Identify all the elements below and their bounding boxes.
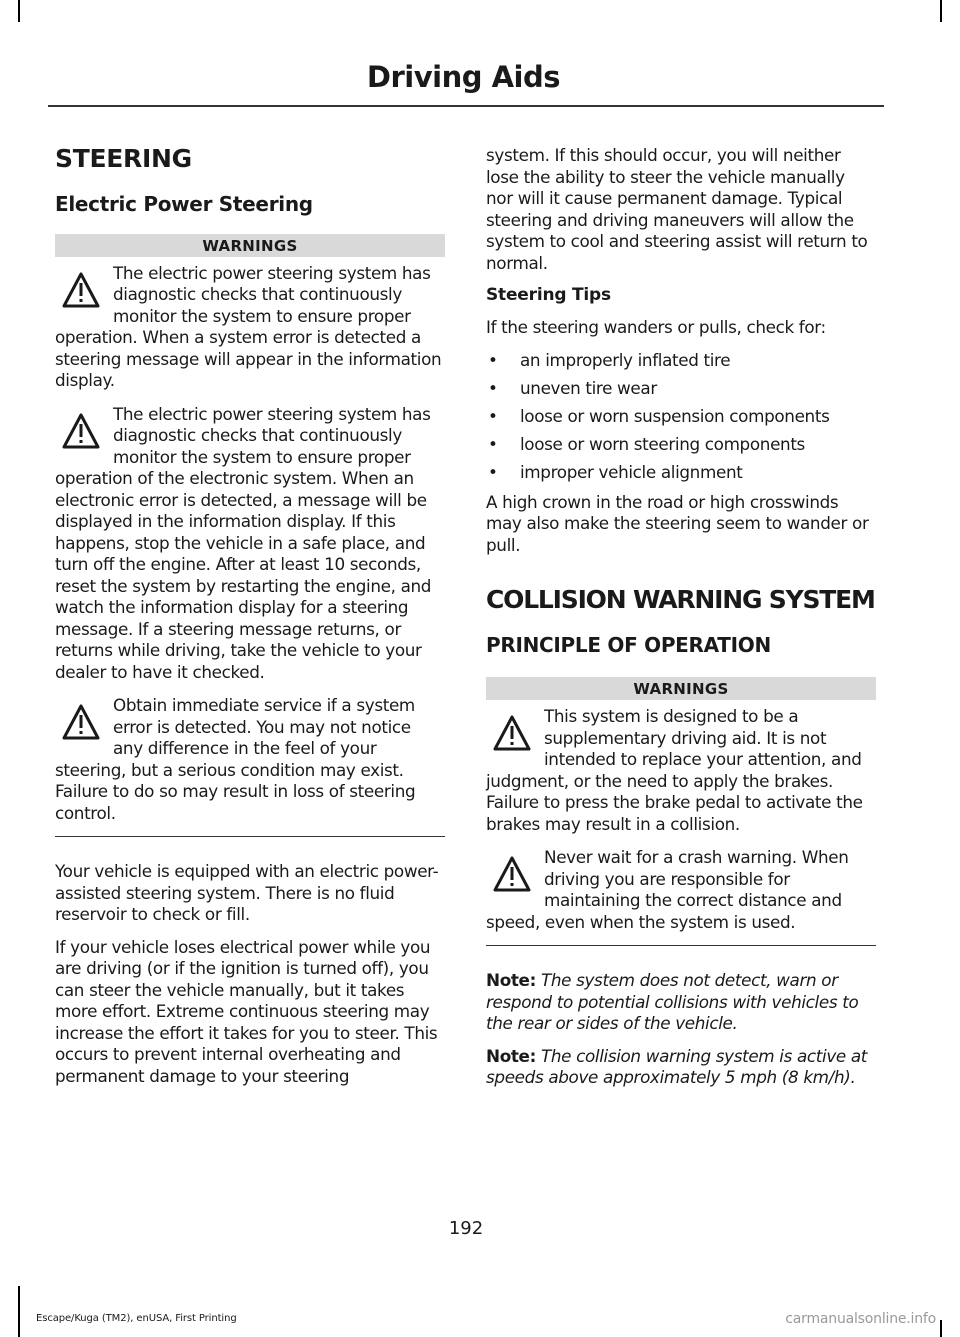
warning-text: Obtain immediate service if a system error is detected. You may not notice any difference in the feel of your steering, but a serious condition may exist. Failure to do so may result in loss of steering control. <box>55 695 416 823</box>
warning-triangle-icon <box>55 404 111 464</box>
page-number: 192 <box>448 1218 484 1239</box>
warning-text: The electric power steering system has diagnostic checks that continuously monitor the system to ensure proper operation of the electronic system. When an electronic error is detected, a message will be displayed in the information display. If this happens, stop the vehicle in a safe place, and turn off the engine. After at least 10 seconds, reset the system by restarting the engine, and watch the information display for a steering message. If a steering message returns, or returns while driving, take the vehicle to your dealer to have it checked. <box>55 403 432 682</box>
body-paragraph: system. If this should occur, you will neither lose the ability to steer the vehicle manually nor will it cause permanent damage. Typical steering and driving maneuvers will allow the system to cool and steering assist will return to normal. <box>486 145 868 273</box>
warnings-heading: WARNINGS <box>486 677 876 700</box>
right-column <box>486 145 876 1100</box>
body-paragraph: Your vehicle is equipped with an electric power-assisted steering system. There is no fluid reservoir to check or fill. <box>55 861 439 925</box>
warning-item <box>486 706 876 835</box>
body-paragraph: A high crown in the road or high crosswinds may also make the steering seem to wander or pull. <box>486 491 869 555</box>
warning-triangle-icon <box>55 263 111 323</box>
note-label: Note: <box>486 1045 536 1066</box>
watermark: carmanualsonline.info <box>785 1311 936 1327</box>
left-column <box>55 145 445 1098</box>
list-item: • improper vehicle alignment <box>486 462 876 484</box>
subsection-title-principle: PRINCIPLE OF OPERATION <box>486 633 771 657</box>
list-item: • an improperly inflated tire <box>486 350 876 372</box>
body-paragraph: If your vehicle loses electrical power while you are driving (or if the ignition is turned off), you can steer the vehicle manually, but it takes more effort. Extreme continuous steering may increase the effort it takes for you to steer. This occurs to prevent internal overheating and permanent damage to your steering <box>55 936 438 1086</box>
page-header-title: Driving Aids <box>366 60 560 94</box>
header-divider <box>48 105 884 107</box>
subsection-title-eps: Electric Power Steering <box>55 191 313 216</box>
crop-mark <box>18 0 20 22</box>
footer-edition: Escape/Kuga (TM2), enUSA, First Printing <box>36 1313 237 1324</box>
steering-tips-list <box>486 350 876 484</box>
section-title-steering: STEERING <box>55 144 192 173</box>
warning-item <box>55 263 445 392</box>
subsection-title-steering-tips: Steering Tips <box>486 285 611 305</box>
warnings-divider <box>486 945 876 946</box>
warning-item <box>55 695 445 824</box>
list-item: • loose or worn suspension components <box>486 406 876 428</box>
body-paragraph: If the steering wanders or pulls, check for: <box>486 317 826 337</box>
warning-triangle-icon <box>486 706 542 766</box>
section-title-collision-warning: COLLISION WARNING SYSTEM <box>486 585 875 615</box>
warning-text: This system is designed to be a supplementary driving aid. It is not intended to replace your attention, and judgment, or the need to apply the brakes. Failure to press the brake pedal to activate the brakes may result in a collision. <box>486 706 863 834</box>
note <box>486 970 876 1035</box>
note-label: Note: <box>486 970 536 990</box>
crop-mark <box>18 1286 20 1337</box>
note <box>486 1046 876 1089</box>
warning-text: Never wait for a crash warning. When driving you are responsible for maintaining the correct distance and speed, even when the system is used. <box>486 847 849 932</box>
warning-item <box>486 847 876 933</box>
list-item: • uneven tire wear <box>486 378 876 400</box>
warnings-divider <box>55 836 445 837</box>
warning-triangle-icon <box>486 847 542 907</box>
warnings-heading: WARNINGS <box>55 234 445 257</box>
note-text: The system does not detect, warn or respond to potential collisions with vehicles to the rear or sides of the vehicle. <box>486 970 859 1033</box>
list-item: • loose or worn steering components <box>486 434 876 456</box>
crop-mark <box>940 0 942 22</box>
note-text: The collision warning system is active at speeds above approximately 5 mph (8 km/h). <box>486 1045 868 1087</box>
warning-item <box>55 404 445 684</box>
warning-triangle-icon <box>55 695 111 755</box>
warning-text: The electric power steering system has diagnostic checks that continuously monitor the system to ensure proper operation. When a system error is detected a steering message will appear in the information display. <box>55 262 442 391</box>
crop-mark <box>940 1320 942 1337</box>
